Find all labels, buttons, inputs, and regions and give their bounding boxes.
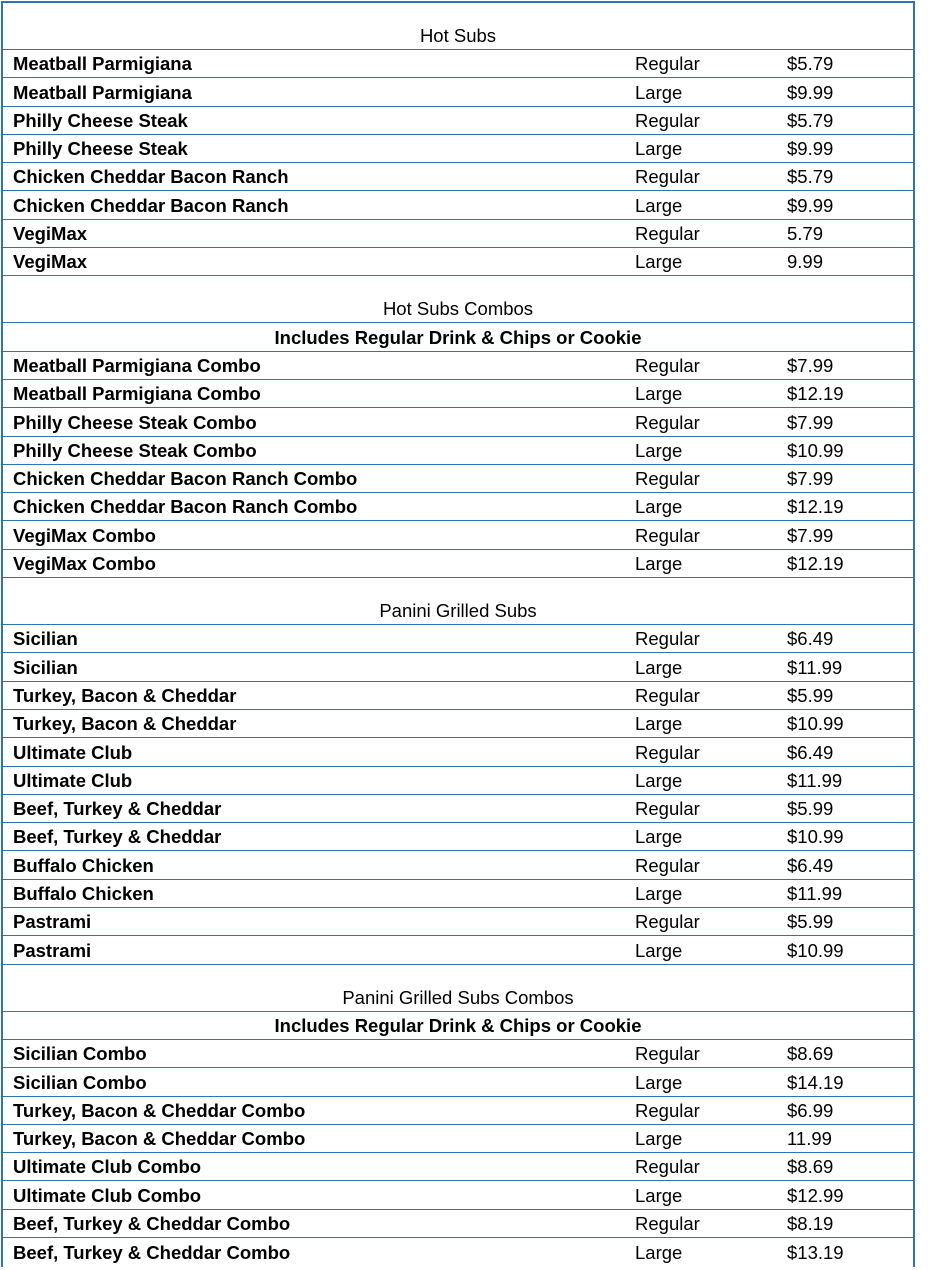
section-title-row [3,3,913,50]
item-size: Large [635,656,683,678]
menu-item-row [3,682,913,710]
menu-item-row [3,408,913,436]
menu-item-row [3,107,913,135]
item-name: Chicken Cheddar Bacon Ranch Combo [13,496,358,518]
item-size: Large [635,883,683,905]
item-size: Regular [635,354,700,376]
item-price: 5.79 [787,223,824,245]
item-size: Large [635,826,683,848]
menu-item-row [3,220,913,248]
menu-item-row [3,248,913,276]
menu-item-row [3,380,913,408]
item-size: Large [635,251,683,273]
menu-item-row [3,465,913,493]
item-name: Turkey, Bacon & Cheddar Combo [13,1128,306,1150]
item-size: Regular [635,1212,700,1234]
item-price: $5.79 [787,166,834,188]
item-size: Regular [635,223,700,245]
menu-item-row [3,1153,913,1181]
item-name: Sicilian Combo [13,1043,147,1065]
menu-item-row [3,1040,913,1068]
item-price: $7.99 [787,524,834,546]
menu-item-row [3,50,913,78]
item-size: Large [635,439,683,461]
section-subtitle: Includes Regular Drink & Chips or Cookie [274,1014,642,1036]
item-size: Regular [635,911,700,933]
item-size: Large [635,194,683,216]
section-subtitle-row [3,323,913,351]
menu-item-row [3,795,913,823]
item-size: Regular [635,854,700,876]
menu-item-row [3,908,913,936]
menu-item-row [3,135,913,163]
item-name: Turkey, Bacon & Cheddar [13,713,237,735]
menu-item-row [3,1097,913,1125]
item-size: Regular [635,411,700,433]
menu-item-row [3,936,913,964]
item-size: Large [635,81,683,103]
item-price: $6.49 [787,854,834,876]
item-name: Philly Cheese Steak [13,109,188,131]
item-price: $8.19 [787,1212,834,1234]
item-name: Beef, Turkey & Cheddar [13,798,222,820]
item-name: Philly Cheese Steak [13,138,188,160]
menu-item-row [3,653,913,681]
item-size: Large [635,138,683,160]
item-price: $8.69 [787,1156,834,1178]
section-title: Panini Grilled Subs Combos [342,986,574,1008]
item-price: $5.99 [787,684,834,706]
item-name: Sicilian Combo [13,1071,147,1093]
item-size: Regular [635,1156,700,1178]
item-price: $9.99 [787,138,834,160]
item-size: Regular [635,1043,700,1065]
menu-item-row [3,521,913,549]
item-price: $6.49 [787,741,834,763]
menu-item-row [3,352,913,380]
item-name: Beef, Turkey & Cheddar Combo [13,1242,291,1264]
section-title-row [3,965,913,1012]
item-name: Pastrami [13,911,92,933]
item-size: Regular [635,468,700,490]
item-name: Buffalo Chicken [13,883,154,905]
item-price: 11.99 [787,1128,832,1150]
item-size: Large [635,1242,683,1264]
item-size: Large [635,939,683,961]
item-price: $14.19 [787,1071,844,1093]
menu-item-row [3,738,913,766]
menu-table [1,1,915,1267]
item-name: Ultimate Club [13,741,133,763]
item-price: $7.99 [787,411,834,433]
item-name: Beef, Turkey & Cheddar Combo [13,1212,291,1234]
item-price: $10.99 [787,826,844,848]
section-title: Hot Subs Combos [382,298,534,320]
item-name: VegiMax [13,223,88,245]
item-price: $5.99 [787,911,834,933]
section-title-row [3,276,913,323]
menu-item-row [3,823,913,851]
item-name: VegiMax Combo [13,524,156,546]
item-price: $5.79 [787,53,834,75]
section-title: Panini Grilled Subs [379,600,537,622]
menu-item-row [3,625,913,653]
item-name: Philly Cheese Steak Combo [13,439,257,461]
item-price: $12.19 [787,553,844,575]
menu-item-row [3,163,913,191]
menu-item-row [3,1125,913,1153]
item-name: Meatball Parmigiana [13,81,192,103]
menu-item-row [3,710,913,738]
item-size: Regular [635,166,700,188]
item-size: Regular [635,109,700,131]
item-size: Large [635,713,683,735]
menu-item-row [3,880,913,908]
item-size: Regular [635,524,700,546]
menu-item-row [3,550,913,578]
menu-item-row [3,1068,913,1096]
item-price: $7.99 [787,354,834,376]
item-price: $7.99 [787,468,834,490]
item-size: Large [635,1184,683,1206]
item-size: Large [635,1071,683,1093]
item-price: $13.19 [787,1242,844,1264]
item-name: Meatball Parmigiana [13,53,192,75]
item-price: $8.69 [787,1043,834,1065]
menu-item-row [3,1181,913,1209]
item-name: Ultimate Club Combo [13,1156,202,1178]
item-name: Buffalo Chicken [13,854,154,876]
item-name: Chicken Cheddar Bacon Ranch [13,194,289,216]
menu-item-row [3,767,913,795]
item-size: Large [635,553,683,575]
item-price: $5.99 [787,798,834,820]
item-name: Beef, Turkey & Cheddar [13,826,222,848]
menu-item-row [3,437,913,465]
item-size: Regular [635,798,700,820]
item-price: $6.49 [787,628,834,650]
menu-item-row [3,851,913,879]
menu-item-row [3,191,913,219]
menu-item-row [3,1238,913,1266]
item-price: $12.19 [787,496,844,518]
section-title: Hot Subs [419,25,497,46]
menu-item-row [3,493,913,521]
item-name: Meatball Parmigiana Combo [13,354,261,376]
item-size: Regular [635,53,700,75]
section-subtitle: Includes Regular Drink & Chips or Cookie [274,326,642,348]
item-name: Chicken Cheddar Bacon Ranch Combo [13,468,358,490]
item-name: Turkey, Bacon & Cheddar Combo [13,1099,306,1121]
item-name: Turkey, Bacon & Cheddar [13,684,237,706]
item-name: Pastrami [13,939,92,961]
item-size: Large [635,769,683,791]
menu-item-row [3,1210,913,1238]
item-size: Large [635,1128,683,1150]
item-name: Sicilian [13,656,78,678]
item-price: $12.19 [787,383,844,405]
item-name: Ultimate Club Combo [13,1184,202,1206]
item-price: $10.99 [787,713,844,735]
item-price: 9.99 [787,251,824,273]
item-name: Chicken Cheddar Bacon Ranch [13,166,289,188]
item-price: $9.99 [787,194,834,216]
item-name: VegiMax [13,251,88,273]
section-subtitle-row [3,1012,913,1040]
item-size: Regular [635,628,700,650]
item-price: $11.99 [787,883,843,905]
item-price: $10.99 [787,939,844,961]
item-price: $5.79 [787,109,834,131]
item-size: Regular [635,741,700,763]
item-name: Ultimate Club [13,769,133,791]
item-price: $6.99 [787,1099,834,1121]
menu-item-row [3,78,913,106]
item-size: Large [635,496,683,518]
item-size: Regular [635,684,700,706]
item-price: $11.99 [787,769,843,791]
item-price: $12.99 [787,1184,844,1206]
item-name: Philly Cheese Steak Combo [13,411,257,433]
item-name: Sicilian [13,628,78,650]
item-size: Large [635,383,683,405]
item-size: Regular [635,1099,700,1121]
item-price: $11.99 [787,656,843,678]
item-name: VegiMax Combo [13,553,156,575]
item-name: Meatball Parmigiana Combo [13,383,261,405]
section-title-row [3,578,913,625]
item-price: $10.99 [787,439,844,461]
item-price: $9.99 [787,81,834,103]
